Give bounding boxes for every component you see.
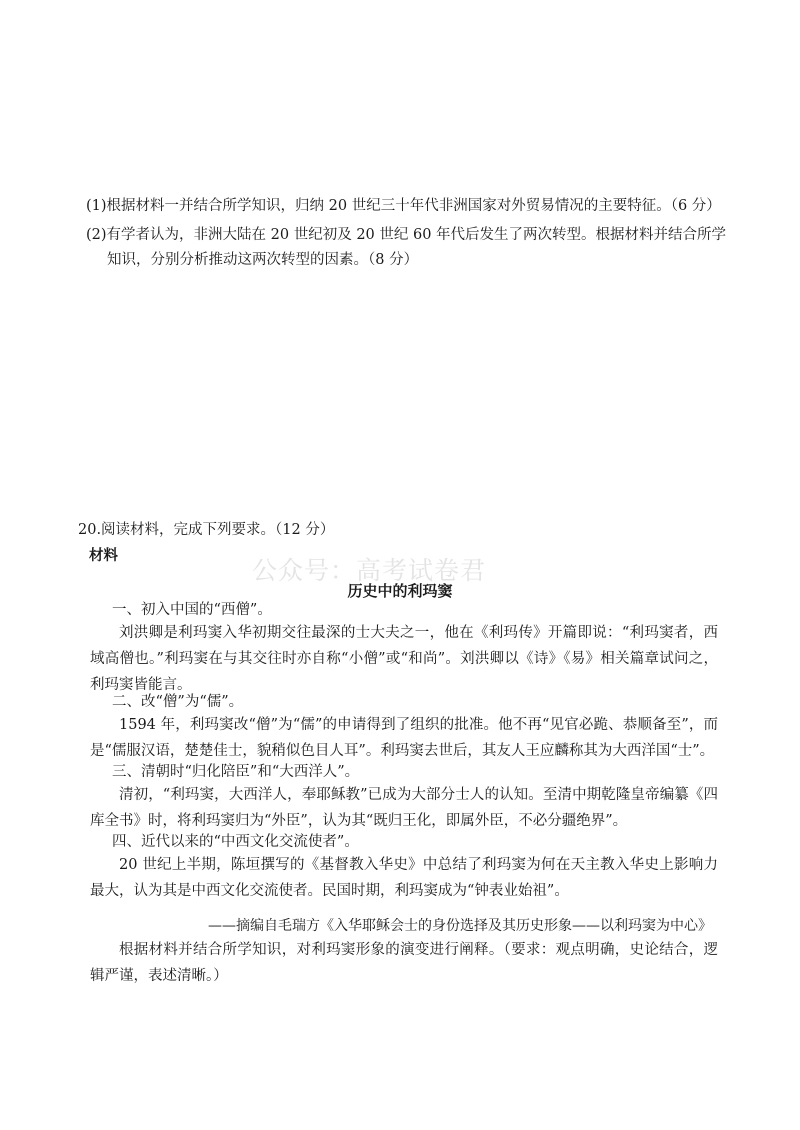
section-3-heading: 三、清朝时“归化陪臣”和“大西洋人”。 [112,764,360,780]
section-3-body: 清初，“利玛窦，大西洋人，奉耶稣教”已成为大部分士人的认知。至清中期乾隆皇帝编纂《四库全书》时，将利玛窦归为“外臣”，认为其“既归王化，即属外臣，不必分疆绝界”。 [90,787,718,829]
section-2-body: 1594 年，利玛窦改“僧”为“儒”的申请得到了组织的批准。他不再“见官必跪、恭顺备至”，而是“儒服汉语，楚楚佳士，貌稍似色目人耳”。利玛窦去世后，其友人王应麟称其为大西洋国“士”。 [90,717,718,759]
section-1-heading: 一、初入中国的“西僧”。 [112,602,272,618]
question-20-task: 根据材料并结合所学知识，对利玛窦形象的演变进行阐释。（要求：观点明确，史论结合，逻辑严谨，表述清晰。） [90,942,718,984]
watermark: 公众号：高考试卷君 [252,556,487,585]
source-citation: ——摘编自毛瑞方《入华耶稣会士的身份选择及其历史形象——以利玛窦为中心》 [208,918,712,934]
section-2-heading: 二、改“僧”为“儒”。 [112,694,244,710]
material-title: 历史中的利玛窦 [347,582,453,600]
question-20-stem: 20.阅读材料，完成下列要求。（12 分） [78,522,335,538]
section-1-body: 刘洪卿是利玛窦入华初期交往最深的士大夫之一，他在《利玛传》开篇即说：“利玛窦者，西域高僧也。”利玛窦在与其交往时亦自称“小僧”或“和尚”。刘洪卿以《诗》《易》相关篇章试问之，利玛窦皆能言。 [90,625,718,693]
section-4-heading: 四、近代以来的“中西文化交流使者”。 [112,834,359,850]
question-19-part-2-line-1: (2)有学者认为，非洲大陆在 20 世纪初及 20 世纪 60 年代后发生了两次转型。根据材料并结合所学 [86,227,727,243]
material-label: 材料 [89,547,118,564]
question-19-part-2-line-2: 知识，分别分析推动这两次转型的因素。（8 分） [107,252,419,268]
question-19-part-1: (1)根据材料一并结合所学知识，归纳 20 世纪三十年代非洲国家对外贸易情况的主要特征。（6 分） [86,198,721,214]
section-4-body: 20 世纪上半期，陈垣撰写的《基督教入华史》中总结了利玛窦为何在天主教入华史上影响力最大，认为其是中西文化交流使者。民国时期，利玛窦成为“钟表业始祖”。 [90,857,718,899]
